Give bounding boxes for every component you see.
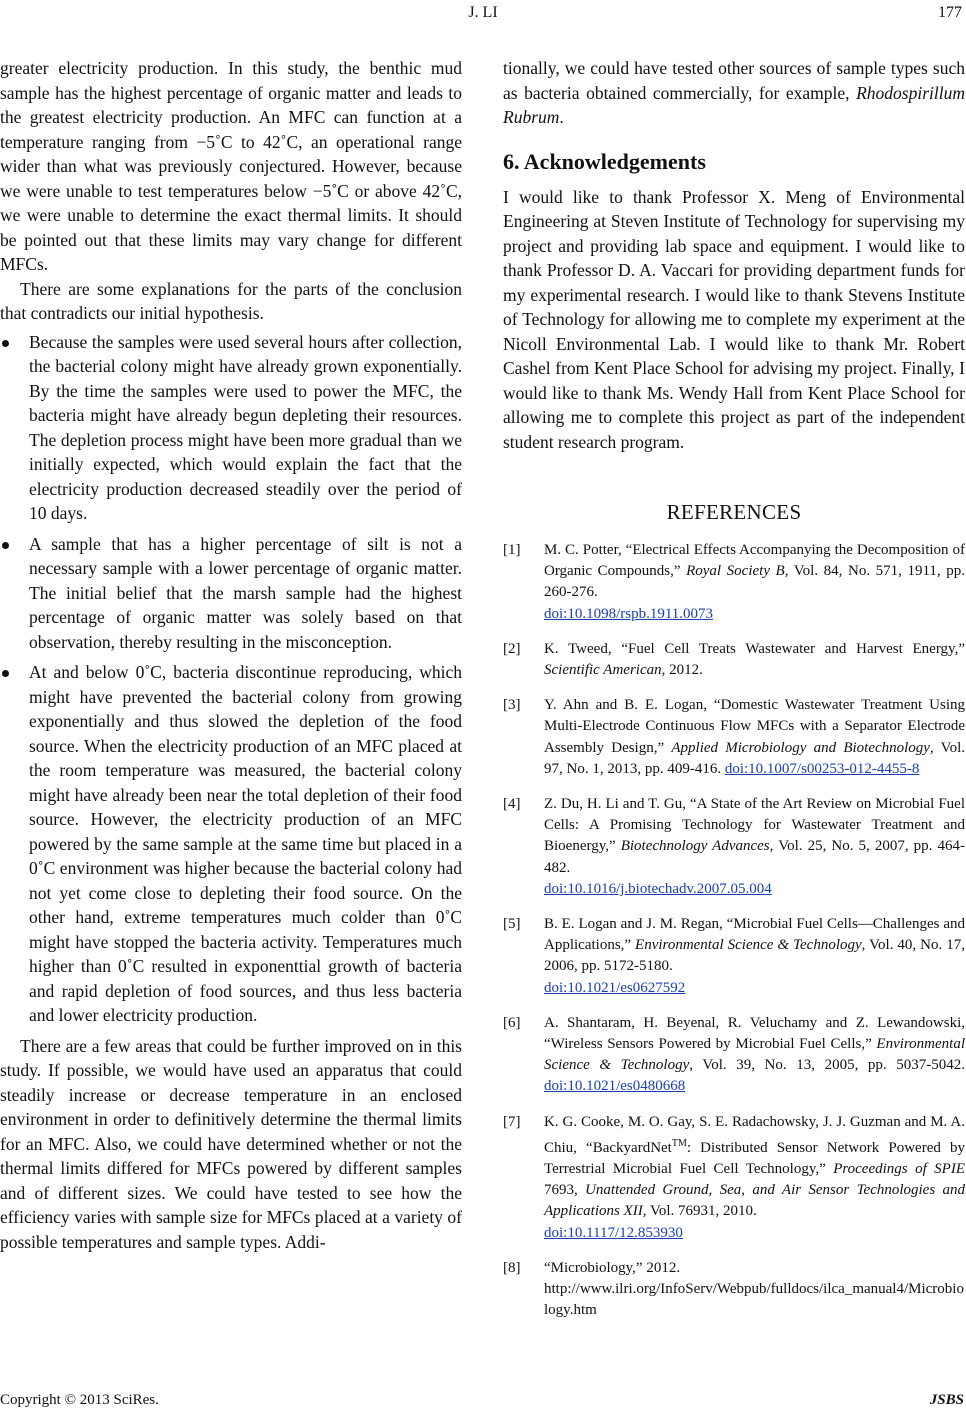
reference-item: [8] “Microbiology,” 2012. http://www.ilri.org/InfoServ/Webpub/fulldocs/ilca_manual4/Microbiology.htm [503,1259,964,1319]
list-item: Because the samples were used several hours after collection, the bacterial colony might have already grown exponentially. By the time the samples were used to power the MFC, the bacteria might have already begun depleting their resources. The depletion process might have been more gradual than we initially expected, which would explain the fact that the electricity production decreased steadily over the period of 10 days. [0,330,462,526]
bullet-icon [2,542,9,549]
left-column [0,56,462,1254]
reference-item: [6] A. Shantaram, H. Beyenal, R. Veluchamy and Z. Lewandowski, “Wireless Sensors Powered by Microbial Fuel Cells,” Environmental Science & Technology, Vol. 39, No. 13, 2005, pp. 5037-5042. doi:10.1021/es0480668 [503,1014,965,1095]
doi-link[interactable]: doi:10.1098/rspb.1911.0073 [544,605,714,622]
paragraph-continuation: tionally, we could have tested other sources of sample types such as bacteria obtained commercially, for example, Rhodospirillum Rubrum. [503,58,965,127]
journal-abbreviation: JSBS [929,1392,964,1408]
bullet-icon [2,340,9,347]
reference-url[interactable]: http://www.ilri.org/InfoServ/Webpub/fulldocs/ilca_manual4/Microbiology.htm [544,1281,964,1319]
doi-link[interactable]: doi:10.1117/12.853930 [544,1224,683,1241]
references-heading: REFERENCES [666,500,802,524]
reference-item: [2] K. Tweed, “Fuel Cell Treats Wastewater and Harvest Energy,” Scientific American, 2012. [503,640,965,679]
reference-item: [7] K. G. Cooke, M. O. Gay, S. E. Radachowsky, J. J. Guzman and M. A. Chiu, “BackyardNet™: Distributed Sensor Network Powered by Terrestrial Microbial Fuel Cell Technology,” Proceedings of SPIE 7693, Unattended Ground, Sea, and Air Sensor Technologies and Applications XII, Vol. 76931, 2010. doi:10.1117/12.853930 [503,1112,965,1244]
copyright-notice: Copyright © 2013 SciRes. [0,1392,159,1408]
reference-item: [1] M. C. Potter, “Electrical Effects Accompanying the Decomposition of Organic Compounds,” Royal Society B, Vol. 84, No. 571, 1911, pp. 260-276. doi:10.1098/rspb.1911.0073 [503,540,965,625]
paragraph-conclusion: greater electricity production. In this study, the benthic mud sample has the highest percentage of organic matter and leads to the greatest electricity production. An MFC can function at a temperature ranging from −5˚C to 42˚C, an operational range wider than what was previously conjectured. However, because we were unable to test temperatures below −5˚C or above 42˚C, we were unable to determine the exact thermal limits. It should be pointed out that these limits may vary change for different MFCs. [0,58,462,274]
doi-link[interactable]: doi:10.1021/es0627592 [544,979,686,996]
doi-link[interactable]: doi:10.1016/j.biotechadv.2007.05.004 [544,880,772,897]
explanation-list [0,330,462,1028]
list-item: At and below 0˚C, bacteria discontinue reproducing, which might have prevented the bacterial colony from growing exponentially and thus slowed the depletion of the food source. When the electricity production of an MFC placed at the room temperature was measured, the bacterial colony might have already been near the total depletion of their food source. However, the electricity production of an MFC powered by the same sample at the same time but placed in a 0˚C environment was higher because the bacterial colony had not yet come close to depleting their food source. On the other hand, extreme temperatures much colder than 0˚C might have stopped the bacteria activity. Temperatures much higher than 0˚C resulted in exponenttial growth of bacteria and rapid depletion of food sources, and thus less bacteria and lower electricity production. [0,660,462,1028]
bullet-icon [2,670,9,677]
section-heading-acknowledgements: 6. Acknowledgements [503,148,706,174]
running-header-author: J. LI [468,4,498,21]
reference-item: [4] Z. Du, H. Li and T. Gu, “A State of the Art Review on Microbial Fuel Cells: A Promising Technology for Wastewater Treatment and Bioenergy,” Biotechnology Advances, Vol. 25, No. 5, 2007, pp. 464-482. doi:10.1016/j.biotechadv.2007.05.004 [503,794,965,900]
paragraph-improvements: There are a few areas that could be further improved on in this study. If possible, we would have used an apparatus that could steadily increase or decrease temperature in an enclosed environment in order to definitively determine the thermal limits for an MFC. Also, we could have determined whether or not the thermal limits differed for MFCs powered by different samples and of different sizes. We could have tested to see how the efficiency varies with sample size for MFCs placed at a variety of possible temperatures and sample types. Addi- [0,1035,462,1252]
reference-item: [5] B. E. Logan and J. M. Regan, “Microbial Fuel Cells—Challenges and Applications,” Environmental Science & Technology, Vol. 40, No. 17, 2006, pp. 5172-5180. doi:10.1021/es0627592 [503,914,965,999]
doi-link[interactable]: doi:10.1007/s00253-012-4455-8 [724,760,920,777]
right-column [503,56,965,1336]
list-item: A sample that has a higher percentage of silt is not a necessary sample with a lower percentage of organic matter. The initial belief that the marsh sample had the highest percentage of organic matter was solely based on that observation, thereby resulting in the misconception. [0,532,462,655]
paragraph-explanations-intro: There are some explanations for the parts of the conclusion that contradicts our initial hypothesis. [0,278,462,323]
paragraph-acknowledgements: I would like to thank Professor X. Meng of Environmental Engineering at Steven Institute of Technology for supervising my project and providing lab space and equipment. I would like to thank Professor D. A. Vaccari for providing department funds for my experimental research. I would like to thank Stevens Institute of Technology for allowing me to complete my experiment at the Nicoll Environmental Lab. I would like to thank Mr. Robert Cashel from Kent Place School for advising my project. Finally, I would like to thank Ms. Wendy Hall from Kent Place School for allowing me to complete this project as part of the independent student research program. [503,186,965,452]
reference-item: [3] Y. Ahn and B. E. Logan, “Domestic Wastewater Treatment Using Multi-Electrode Continuous Flow MFCs with a Separator Electrode Assembly Design,” Applied Microbiology and Biotechnology, Vol. 97, No. 1, 2013, pp. 409-416. doi:10.1007/s00253-012-4455-8 [503,697,965,777]
page-number: 177 [938,4,962,21]
doi-link[interactable]: doi:10.1021/es0480668 [544,1078,686,1095]
